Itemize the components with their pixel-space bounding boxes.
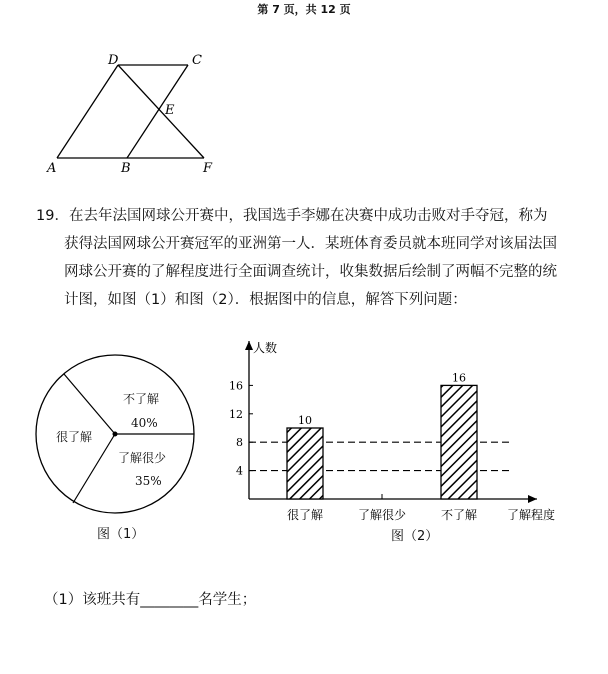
x-axis-label: 了解程度: [507, 508, 556, 522]
pie-center: [113, 432, 118, 437]
bar: [441, 385, 477, 499]
geometry-figure: [0, 0, 608, 190]
slice-percent-bu-liaojie: 40%: [131, 416, 158, 430]
question-line-3: 网球公开赛的了解程度进行全面调查统计，收集数据后绘制了两幅不完整的统: [64, 264, 557, 280]
question-line-1: 19．在去年法国网球公开赛中，我国选手李娜在决赛中成功击败对手夺冠，称为: [36, 208, 548, 224]
point-label-c: C: [192, 53, 202, 68]
x-axis-arrow: [528, 495, 537, 503]
slice-label-hen-shao: 了解很少: [118, 451, 167, 465]
point-label-a: A: [47, 161, 57, 176]
segment-bc: [127, 65, 188, 158]
y-tick-label: 16: [229, 379, 243, 393]
slice-percent-hen-shao: 35%: [135, 474, 162, 488]
slice-label-bu-liaojie: 不了解: [123, 392, 160, 406]
pie-caption: 图（1）: [97, 527, 145, 542]
point-label-e: E: [165, 103, 175, 118]
point-label-b: B: [121, 161, 131, 176]
x-tick-label: 很了解: [286, 508, 324, 522]
bar-value-label: 16: [452, 371, 466, 385]
point-label-d: D: [108, 53, 119, 68]
question-19: [36, 202, 581, 314]
y-tick-label: 4: [236, 464, 243, 478]
y-tick-label: 8: [236, 436, 243, 450]
bar-chart: [225, 335, 565, 545]
y-axis-arrow: [245, 341, 253, 350]
page-header: 第 7 页，共 12 页: [257, 3, 351, 16]
x-tick-label: 了解很少: [357, 508, 407, 522]
bar-value-label: 10: [298, 414, 312, 427]
pie-divider-3: [73, 434, 115, 503]
sub-question-1: （1）该班共有________名学生；: [44, 592, 257, 608]
question-line-2: 获得法国网球公开赛冠军的亚洲第一人．某班体育委员就本班同学对该届法国: [64, 236, 557, 252]
segment-df: [118, 65, 204, 158]
bar: [287, 428, 323, 499]
y-tick-label: 12: [229, 407, 243, 421]
slice-label-hen-liaojie: 很了解: [56, 430, 93, 444]
x-tick-label: 不了解: [440, 508, 478, 522]
y-axis-label: 人数: [253, 341, 278, 355]
question-line-4: 计图，如图（1）和图（2）．根据图中的信息，解答下列问题：: [64, 292, 467, 308]
bar-caption: 图（2）: [391, 529, 439, 544]
segment-ad: [57, 65, 118, 158]
point-label-f: F: [203, 161, 213, 176]
pie-divider-2: [64, 374, 115, 434]
